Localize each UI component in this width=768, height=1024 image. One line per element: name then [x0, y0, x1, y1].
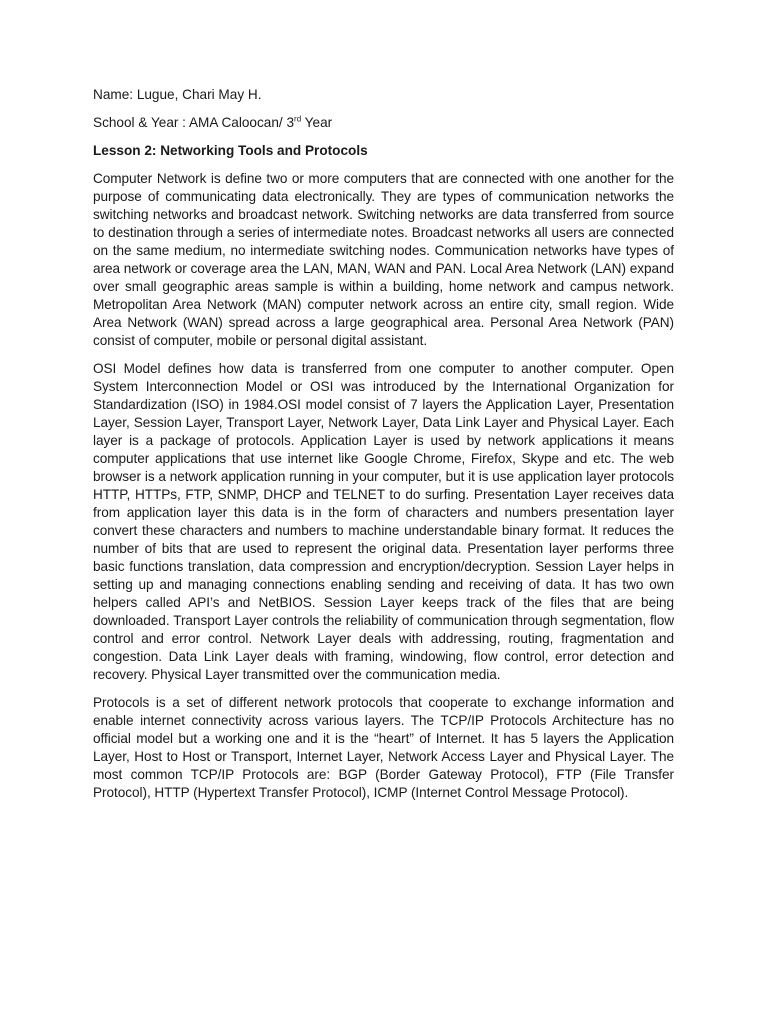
lesson-title: Lesson 2: Networking Tools and Protocols [93, 143, 368, 158]
school-year-line [93, 114, 674, 132]
document-page [93, 86, 674, 812]
student-name-line: Name: Lugue, Chari May H. [93, 87, 262, 102]
paragraph-computer-network: Computer Network is define two or more computers that are connected with one another for the purpose of communicating data electronically. They are types of communication networks the switching networks and broadcast network. Switching networks are data transferred from source to destination through a series of intermediate notes. Broadcast networks all users are connected on the same medium, no intermediate switching nodes. Communication networks have types of area network or coverage area the LAN, MAN, WAN and PAN. Local Area Network (LAN) expand over small geographic areas sample is within a building, home network and campus network. Metropolitan Area Network (MAN) computer network across an entire city, small region. Wide Area Network (WAN) spread across a large geographical area. Personal Area Network (PAN) consist of computer, mobile or personal digital assistant. [93, 171, 674, 348]
school-year-suffix: Year [301, 115, 333, 130]
ordinal-superscript: rd [294, 114, 302, 124]
school-year-prefix: School & Year : AMA Caloocan/ 3 [93, 115, 295, 130]
paragraph-protocols: Protocols is a set of different network protocols that cooperate to exchange information and enable internet connectivity across various layers. The TCP/IP Protocols Architecture has no official model but a working one and it is the “heart” of Internet. It has 5 layers the Application Layer, Host to Host or Transport, Internet Layer, Network Access Layer and Physical Layer. The most common TCP/IP Protocols are: BGP (Border Gateway Protocol), FTP (File Transfer Protocol), HTTP (Hypertext Transfer Protocol), ICMP (Internet Control Message Protocol). [93, 695, 674, 800]
paragraph-osi-model: OSI Model defines how data is transferred from one computer to another computer. Open System Interconnection Model or OSI was introduced by the International Organization for Standardization (ISO) in 1984.OSI model consist of 7 layers the Application Layer, Presentation Layer, Session Layer, Transport Layer, Network Layer, Data Link Layer and Physical Layer. Each layer is a package of protocols. Application Layer is used by network applications it means computer applications that use internet like Google Chrome, Firefox, Skype and etc. The web browser is a network application running in your computer, but it is use application layer protocols HTTP, HTTPs, FTP, SNMP, DHCP and TELNET to do surfing. Presentation Layer receives data from application layer this data is in the form of characters and numbers presentation layer convert these characters and numbers to machine understandable binary format. It reduces the number of bits that are used to represent the original data. Presentation layer performs three basic functions translation, data compression and encryption/decryption. Session Layer helps in setting up and managing connections enabling sending and receiving of data. It has two own helpers called API’s and NetBIOS. Session Layer keeps track of the files that are being downloaded. Transport Layer controls the reliability of communication through segmentation, flow control and error control. Network Layer deals with addressing, routing, fragmentation and congestion. Data Link Layer deals with framing, windowing, flow control, error detection and recovery. Physical Layer transmitted over the communication media. [93, 361, 674, 682]
